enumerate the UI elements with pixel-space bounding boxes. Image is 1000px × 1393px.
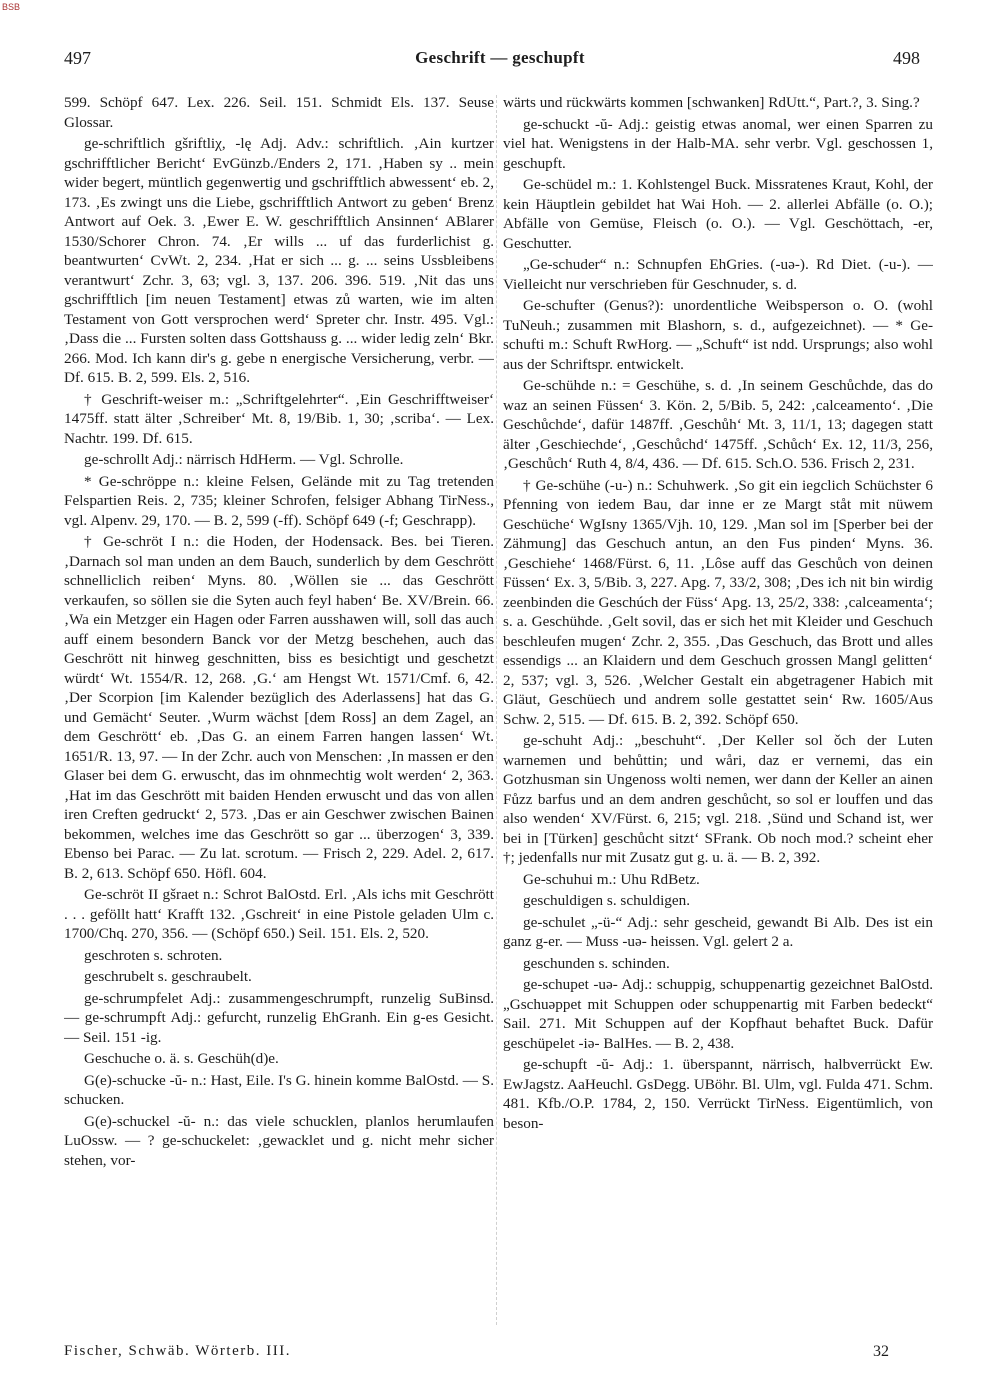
entry-paragraph: G(e)-schucke -ŭ- n.: Hast, Eile. I's G. hinein komme BalOstd. — S. schucken. bbox=[64, 1071, 494, 1108]
entry-paragraph: Geschuche o. ä. s. Geschüh(d)e. bbox=[84, 1050, 279, 1067]
page-number-left: 497 bbox=[64, 48, 91, 68]
entry-paragraph: 599. Schöpf 647. Lex. 226. Seil. 151. Schmidt Els. 137. Seuse Glossar. bbox=[64, 94, 494, 131]
entry-paragraph: ge-schupet -uə- Adj.: schuppig, schuppenartig gezeichnet BalOstd. „Gschuəppet mit Schuppen oder schuppenartig mit Farben bedeckt“ Sail. 271. Mit Schuppen auf der Kopfhaut behaftet Buck. Dafür geschüpelet -iə- BalHes. — B. 2, 438. bbox=[503, 976, 933, 1052]
entry-paragraph: Ge-schröt II gšraet n.: Schrot BalOstd. Erl. ‚Als ichs mit Geschrött . . . geföllt hatt‘ Krafft 132. ‚Gschreit‘ in eine Pistole geladen Ulm c. 1700/Chq. 270, 356. — (Schöpf 650.) Seil. 151. Els. 2, 520. bbox=[64, 886, 494, 942]
entry-paragraph: Ge-schühde n.: = Geschühe, s. d. ‚In seinem Geschůchde, das do waz an seinen Füssen‘ 3. Kön. 2, 5/Bib. 5, 242: ‚calceamento‘. ‚Die Geschůchde‘, dafür 1487ff. ‚Geschůh‘ Mt. 3, 11/1, 13; dagegen statt älter ‚Geschiechde‘, ‚Geschůchd‘ 1475ff. ‚Schůch‘ Ex. 12, 11/3, 256, ‚Geschůch‘ Ruth 4, 8/4, 436. — Df. 615. Sch.O. 536. Frisch 2, 231. bbox=[503, 377, 933, 472]
entry-paragraph: ge-schriftlich gšriftliχ, -lę Adj. Adv.: schriftlich. ‚Ain kurtzer gschrifftlicher Bericht‘ EvGünzb./Enders 2, 171. ‚Haben sy .. mein wider begert, müntlich gegenwertig und gschrifftlich abwessent‘ eb. 2, 173. ‚Es zwingt uns die Liebe, gschrifftlich Antwort zu geben‘ Brenz Antwort auf Oek. 3. ‚Ewer E. W. geschrifftlich Ansinnen‘ ABlarer 1530/Schorer Chron. 74. ‚Er wills ... uf das furderlichist g. beantwurten‘ CvWt. 2, 234. ‚Hat er sich ... g. ... seins Ussbleibens verantwurt‘ Zchr. 3, 63; vgl. 3, 137. 206. 396. 519. ‚Nit das uns gschrifftlich [im neuen Testament] etwas zů warten, wie im alten Testament von Gott versprochen werd‘ Spreter chr. Instr. 495. Vgl.: ‚Dass die ... Fursten solten dass Gottshauss g. ... wider ledig zeln‘ Bkr. 266. Mod. Ich kann dir's g. gebe n energische Versicherung, verbr. — Df. 615. B. 2, 599. Els. 2, 516. bbox=[64, 135, 494, 386]
entry-paragraph: † Ge-schröt I n.: die Hoden, der Hodensack. Bes. bei Tieren. ‚Darnach sol man unden an dem Bauch, sunderlich by dem Geschrött schnelliclich reiben‘ Myns. 80. ‚Wöllen sie ... das Geschrött verkaufen, so söllen sie die Syten auch feyl haben‘ Be. XV/Brein. 66. ‚Wa ein Metzger ein Hagen oder Farren ausshawen will, soll das auch auff einem besondern Banck vor der Metzg beschehen, auch das Geschrött nit hinweg geschnitten, biss es besichtigt und geschetzt würdt‘ Wt. 1554/R. 12, 268. ‚G.‘ am Hengst Wt. 1571/Cmf. 6, 42. ‚Der Scorpion [im Kalender bezüglich des Aderlassens] hat das G. und Gemächt‘ Seuter. ‚Wurm wächst [dem Ross] an dem Zagel, an dem Geschrött‘ eb. ‚Das G. an einem Farren hangen lassen‘ Wt. 1651/R. 13, 97. — In der Zchr. auch von Menschen: ‚In massen er den Glaser bei dem G. erwuscht, das im ohnmechtig wolt werden‘ 2, 363. ‚Hat im das Geschrött mit baiden Henden erwuscht und das von allen iren Creften gedruckt‘ 2, 573. ‚Das er ain Geschwer zwischen Bainen bekommen, welches ime das Geschrött so gar ... überzogen‘ 3, 339. Ebenso bei Parac. — Zu lat. scrotum. — Frisch 2, 229. Adel. 2, 617. B. 2, 613. Schöpf 650. Höfl. 604. bbox=[64, 533, 494, 882]
page-number-right: 498 bbox=[893, 48, 920, 68]
entry-paragraph: Ge-schufter (Genus?): unordentliche Weibsperson o. O. (wohl TuNeuh.; zusammen mit Blashorn, s. d., aufgezeichnet). — * Ge-schufti m.: Schuft RwHorg. — „Schuft“ ist ndd. Ursprungs; also wohl aus der Schriftspr. entwickelt. bbox=[503, 297, 933, 373]
footer-signature: 32 bbox=[873, 1343, 889, 1360]
entry-paragraph: * Ge-schröppe n.: kleine Felsen, Gelände mit zu Tag tretenden Felspartien Reis. 2, 735; kleiner Schrofen, felsiger Abhang TirNess., vgl. Alpenv. 29, 170. — B. 2, 599 (-ff). Schöpf 649 (-f; Geschrapp). bbox=[64, 472, 494, 529]
page-title: Geschrift — geschupft bbox=[415, 48, 585, 67]
entry-paragraph: geschroten s. schroten. bbox=[84, 946, 223, 964]
entry-paragraph: geschuldigen s. schuldigen. bbox=[523, 892, 691, 909]
entry-paragraph: ge-schuckt -ŭ- Adj.: geistig etwas anomal, wer einen Sparren zu viel hat. Wenigstens in der Halb-MA. sehr verbr. Vgl. geschossen 1, geschupft. bbox=[503, 115, 933, 172]
entry-paragraph: ge-schrumpfelet Adj.: zusammengeschrumpft, runzelig SuBinsd. — ge-schrumpft Adj.: gefurcht, runzelig EhGranh. Ein g-es Gesicht. — Seil. 151 -ig. bbox=[64, 989, 494, 1046]
footer-source: Fischer, Schwäb. Wörterb. III. bbox=[64, 1343, 291, 1359]
right-column bbox=[503, 93, 933, 1333]
entry-paragraph: G(e)-schuckel -ŭ- n.: das viele schucklen, planlos herumlaufen LuOssw. — ? ge-schuckelet: ‚gewacklet und g. nicht mehr sicher stehen, vor- bbox=[64, 1112, 494, 1169]
entry-paragraph: ge-schuht Adj.: „beschuht“. ‚Der Keller sol ǒch der Luten warnemen und behůttin; und wåri, daz er vernemi, das ein Gotzhusman sin Ungenoss wolti nemen, wer dann der Keller an ainen Fůzz barfus und an dem andren geschůcht, so sol er louffen und das also wenden‘ XV/Fürst. 6, 215; vgl. 218. ‚Sünd und Schand ist, wer bei in [Türken] geschůcht sitzt‘ SFrank. Ob noch mod.? scheint eher †; jedenfalls nur mit Zusatz gut g. u. ä. — B. 2, 392. bbox=[503, 732, 933, 866]
entry-paragraph: ge-schrollt Adj.: närrisch HdHerm. — Vgl. Schrolle. bbox=[84, 451, 404, 468]
entry-paragraph: ge-schupft -ŭ- Adj.: 1. überspannt, närrisch, halbverrückt Ew. EwJagstz. AaHeuchl. GsDegg. UBöhr. Bl. Ulm, vgl. Fulda 471. Schm. 481. Kfb./O.P. 1784, 2, 150. Verrückt TirNess. Eigentümlich, von beson- bbox=[503, 1056, 933, 1132]
entry-paragraph: Ge-schüdel m.: 1. Kohlstengel Buck. Missratenes Kraut, Kohl, der kein Häuptlein gebildet hat Wai Hoh. — 2. allerlei Abfälle (o. O.); Abfälle von Gemüse, Fleisch (o. O.). — Vgl. Geschöttach, -er, Geschutter. bbox=[503, 176, 933, 252]
entry-paragraph: „Ge-schuder“ n.: Schnupfen EhGries. (-uə-). Rd Diet. (-u-). — Vielleicht nur verschrieben für Geschnuder, s. d. bbox=[503, 256, 933, 293]
library-stamp: BSB bbox=[2, 2, 21, 12]
entry-paragraph: Ge-schuhui m.: Uhu RdBetz. bbox=[523, 870, 700, 888]
entry-paragraph: geschunden s. schinden. bbox=[523, 954, 670, 972]
entry-paragraph: † Ge-schühe (-u-) n.: Schuhwerk. ‚So git ein iegclich Schüchster 6 Pfenning von iedem Bau, dar inne er ze Margt ståt mit nüwem Geschüche‘ WgIsny 1365/Vjh. 10, 129. ‚Man sol im [Sperber bei der Zähmung] das Geschuch antun, an den Fus pinden‘ Myns. 36. ‚Geschiehe‘ 1468/Fürst. 6, 11. ‚Lôse auff das Geschůch von deinen Füssen‘ Ex. 3, 5/Bib. 3, 227. Apg. 7, 33/2, 308; ‚Des ich nit bin wirdig zeenbinden die Geschúch der Füss‘ Apg. 13, 25/2, 338: ‚calceamenta‘; s. a. Geschühde. ‚Gelt sovil, das er sich het mit Kleider und Geschuch beschleufen mugen‘ Zchr. 2, 355. ‚Das Geschuch, das Brott und alles essendigs ... an Klaidern und dem Geschuch grossen Mangl gelitten‘ 2, 537; vgl. 3, 526. ‚Welcher Gestalt ein abgetragener Habich mit Gläut, Geschüech und andrem solle gestattet sein‘ Rw. 1605/Aus Schw. 2, 515. — Df. 615. B. 2, 392. Schöpf 650. bbox=[503, 476, 933, 728]
entry-paragraph: geschrubelt s. geschraubelt. bbox=[84, 968, 252, 985]
entry-paragraph: ge-schulet „-ü-“ Adj.: sehr gescheid, gewandt Bi Alb. Des ist ein ganz g-er. — Muss -uə- heissen. Vgl. gelert 2 a. bbox=[503, 913, 933, 950]
entry-paragraph: wärts und rückwärts kommen [schwanken] RdUtt.“, Part.?, 3. Sing.? bbox=[503, 94, 920, 111]
column-divider bbox=[496, 95, 497, 1325]
left-column bbox=[64, 93, 494, 1333]
entry-paragraph: † Geschrift-weiser m.: „Schriftgelehrter“. ‚Ein Geschrifftweiser‘ 1475ff. statt älter ‚Schreiber‘ Mt. 8, 19/Bib. 1, 30; ‚scriba‘. — Lex. Nachtr. 199. Df. 615. bbox=[64, 390, 494, 447]
